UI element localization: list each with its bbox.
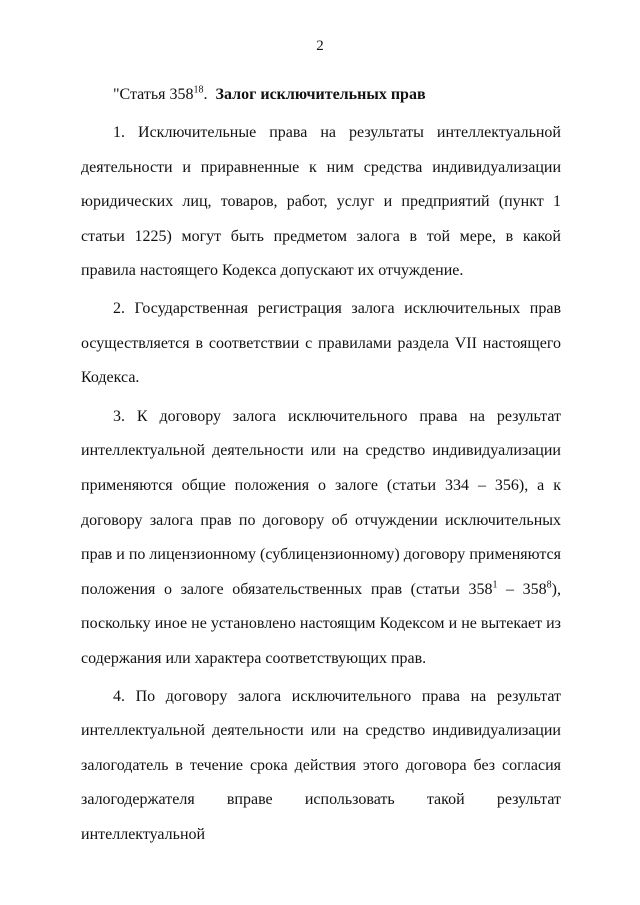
- paragraph-4: 4. По договору залога исключительного права на результат интеллектуальной деятельности или на средство индивидуализации залогодатель в течение срока действия этого договора без согласия залогодержателя вправе использовать такой результат интеллектуальной: [81, 687, 561, 843]
- paragraph-2: 2. Государственная регистрация залога исключительных прав осуществляется в соответствии с правилами раздела VII настоящего Кодекса.: [81, 299, 561, 387]
- page-number: 2: [316, 38, 324, 54]
- article-prefix: "Статья 358: [113, 86, 194, 103]
- article-prefix-dot: .: [203, 86, 208, 103]
- document-body: [81, 78, 561, 852]
- article-title: Залог исключительных прав: [215, 86, 426, 103]
- paragraph-1: 1. Исключительные права на результаты интеллектуальной деятельности и приравненные к ним средства индивидуализации юридических лиц, товаров, работ, услуг и предприятий (пункт 1 статьи 1225) могут быть предметом залога в той мере, в какой правила настоящего Кодекса допускают их отчуждение.: [81, 124, 561, 280]
- paragraph-3: [81, 400, 561, 677]
- article-number-superscript: 18: [193, 84, 204, 96]
- paragraph-3-superscript-b: 8: [546, 579, 552, 591]
- paragraph-3-superscript-a: 1: [492, 579, 498, 591]
- article-heading: [81, 78, 561, 112]
- paragraph-3-text-b: – 358: [497, 580, 547, 598]
- paragraph-3-text-a: 3. К договору залога исключительного права на результат интеллектуальной деятельности или на средство индивидуализации применяются общие положения о залоге (статьи 334 – 356), а к договору залога прав по договору об отчуждении исключительных прав и по лицензионному (сублицензионному) договору применяются положения о залоге обязательственных прав (статьи 358: [81, 407, 561, 598]
- paragraph-3-text-c: ), поскольку иное не установлено настоящим Кодексом и не вытекает из содержания или характера соответствующих прав.: [81, 580, 561, 667]
